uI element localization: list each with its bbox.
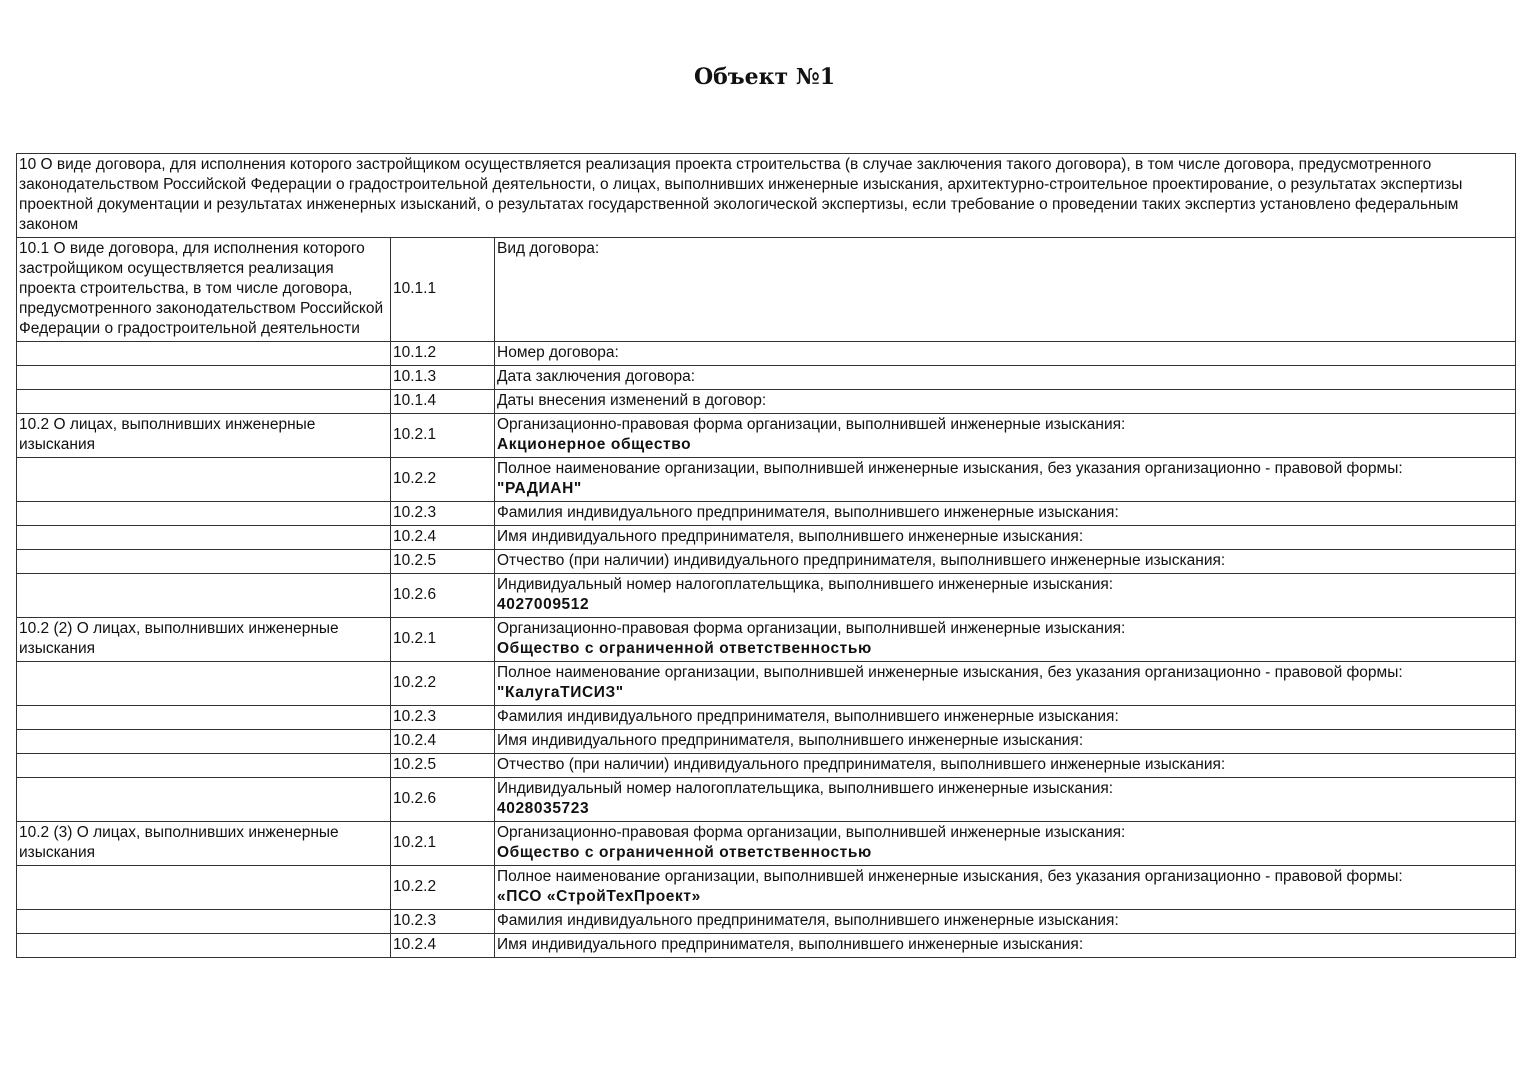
item-number: 10.1.4	[391, 390, 495, 414]
table-row	[17, 662, 1516, 706]
item-label: Индивидуальный номер налогоплательщика, выполнившего инженерные изыскания:	[497, 780, 1114, 797]
item-content	[495, 414, 1516, 458]
table-row	[17, 366, 1516, 390]
section-cell	[17, 366, 391, 390]
item-number: 10.2.5	[391, 550, 495, 574]
item-content	[495, 934, 1516, 958]
item-number: 10.2.6	[391, 778, 495, 822]
section-cell	[17, 778, 391, 822]
section-cell	[17, 754, 391, 778]
object-info-table	[16, 153, 1516, 958]
item-content	[495, 366, 1516, 390]
item-content	[495, 910, 1516, 934]
item-number: 10.2.2	[391, 458, 495, 502]
section-cell	[17, 502, 391, 526]
item-content	[495, 238, 1516, 342]
section-cell	[17, 550, 391, 574]
item-number: 10.2.4	[391, 730, 495, 754]
table-row	[17, 390, 1516, 414]
item-number: 10.1.2	[391, 342, 495, 366]
item-number: 10.2.3	[391, 910, 495, 934]
item-value: "КалугаТИСИЗ"	[497, 684, 624, 701]
item-label: Полное наименование организации, выполнившей инженерные изыскания, без указания организационно - правовой формы:	[497, 460, 1403, 477]
table-row	[17, 526, 1516, 550]
section-cell: 10.2 (2) О лицах, выполнивших инженерные изыскания	[17, 618, 391, 662]
table-row	[17, 866, 1516, 910]
item-label: Имя индивидуального предпринимателя, выполнившего инженерные изыскания:	[497, 732, 1084, 749]
section-cell	[17, 390, 391, 414]
item-label: Номер договора:	[497, 344, 619, 361]
item-number: 10.2.1	[391, 822, 495, 866]
item-number: 10.2.4	[391, 934, 495, 958]
item-number: 10.2.2	[391, 662, 495, 706]
item-label: Организационно-правовая форма организации, выполнившей инженерные изыскания:	[497, 416, 1126, 433]
item-content	[495, 730, 1516, 754]
table-row	[17, 458, 1516, 502]
table-row	[17, 238, 1516, 342]
section-10-heading: 10 О виде договора, для исполнения которого застройщиком осуществляется реализация проекта строительства (в случае заключения такого договора), в том числе договора, предусмотренного законодательством Российской Федерации о градостроительной деятельности, о лицах, выполнивших инженерные изыскания, архитектурно-строительное проектирование, о результатах экспертизы проектной документации и результатах инженерных изысканий, о результатах государственной экологической экспертизы, если требование о проведении таких экспертиз установлено федеральным законом	[17, 154, 1516, 238]
item-label: Имя индивидуального предпринимателя, выполнившего инженерные изыскания:	[497, 936, 1084, 953]
table-row	[17, 778, 1516, 822]
item-label: Отчество (при наличии) индивидуального предпринимателя, выполнившего инженерные изыскания:	[497, 552, 1226, 569]
section-cell	[17, 662, 391, 706]
item-label: Полное наименование организации, выполнившей инженерные изыскания, без указания организационно - правовой формы:	[497, 664, 1403, 681]
table-row	[17, 706, 1516, 730]
item-number: 10.2.3	[391, 706, 495, 730]
item-number: 10.1.3	[391, 366, 495, 390]
item-content	[495, 526, 1516, 550]
item-number: 10.1.1	[391, 238, 495, 342]
header-row	[17, 154, 1516, 238]
item-content	[495, 390, 1516, 414]
item-label: Отчество (при наличии) индивидуального предпринимателя, выполнившего инженерные изыскания:	[497, 756, 1226, 773]
item-label: Вид договора:	[497, 240, 600, 257]
section-cell	[17, 526, 391, 550]
item-label: Имя индивидуального предпринимателя, выполнившего инженерные изыскания:	[497, 528, 1084, 545]
item-label: Фамилия индивидуального предпринимателя, выполнившего инженерные изыскания:	[497, 708, 1119, 725]
section-cell	[17, 730, 391, 754]
table-row	[17, 822, 1516, 866]
item-value: Общество с ограниченной ответственностью	[497, 640, 872, 657]
table-row	[17, 414, 1516, 458]
item-number: 10.2.6	[391, 574, 495, 618]
item-value: Общество с ограниченной ответственностью	[497, 844, 872, 861]
table-row	[17, 502, 1516, 526]
section-cell	[17, 866, 391, 910]
section-cell	[17, 574, 391, 618]
item-value: "РАДИАН"	[497, 480, 582, 497]
section-cell	[17, 342, 391, 366]
item-number: 10.2.4	[391, 526, 495, 550]
item-content	[495, 706, 1516, 730]
table-row	[17, 342, 1516, 366]
section-cell: 10.2 О лицах, выполнивших инженерные изыскания	[17, 414, 391, 458]
table-row	[17, 730, 1516, 754]
item-content	[495, 342, 1516, 366]
item-label: Фамилия индивидуального предпринимателя, выполнившего инженерные изыскания:	[497, 912, 1119, 929]
section-cell	[17, 706, 391, 730]
item-number: 10.2.1	[391, 618, 495, 662]
item-content	[495, 550, 1516, 574]
item-label: Даты внесения изменений в договор:	[497, 392, 767, 409]
item-content	[495, 778, 1516, 822]
item-content	[495, 458, 1516, 502]
item-content	[495, 618, 1516, 662]
item-content	[495, 502, 1516, 526]
item-number: 10.2.3	[391, 502, 495, 526]
item-label: Индивидуальный номер налогоплательщика, выполнившего инженерные изыскания:	[497, 576, 1114, 593]
item-label: Организационно-правовая форма организации, выполнившей инженерные изыскания:	[497, 620, 1126, 637]
table-row	[17, 934, 1516, 958]
section-cell	[17, 910, 391, 934]
item-number: 10.2.2	[391, 866, 495, 910]
table-row	[17, 618, 1516, 662]
item-value: 4028035723	[497, 800, 590, 817]
item-content	[495, 662, 1516, 706]
item-value: «ПСО «СтройТехПроект»	[497, 888, 701, 905]
item-number: 10.2.5	[391, 754, 495, 778]
table-row	[17, 550, 1516, 574]
section-cell	[17, 934, 391, 958]
section-cell: 10.1 О виде договора, для исполнения которого застройщиком осуществляется реализация проекта строительства, в том числе договора, предусмотренного законодательством Российской Федерации о градостроительной деятельности	[17, 238, 391, 342]
table-row	[17, 574, 1516, 618]
item-value: Акционерное общество	[497, 436, 692, 453]
item-label: Фамилия индивидуального предпринимателя, выполнившего инженерные изыскания:	[497, 504, 1119, 521]
section-cell: 10.2 (3) О лицах, выполнивших инженерные изыскания	[17, 822, 391, 866]
page-title: Объект №1	[693, 64, 836, 90]
item-label: Дата заключения договора:	[497, 368, 696, 385]
table-row	[17, 910, 1516, 934]
item-value: 4027009512	[497, 596, 590, 613]
item-content	[495, 574, 1516, 618]
section-cell	[17, 458, 391, 502]
table-row	[17, 754, 1516, 778]
item-label: Полное наименование организации, выполнившей инженерные изыскания, без указания организационно - правовой формы:	[497, 868, 1403, 885]
item-content	[495, 822, 1516, 866]
item-content	[495, 866, 1516, 910]
item-content	[495, 754, 1516, 778]
item-number: 10.2.1	[391, 414, 495, 458]
item-label: Организационно-правовая форма организации, выполнившей инженерные изыскания:	[497, 824, 1126, 841]
